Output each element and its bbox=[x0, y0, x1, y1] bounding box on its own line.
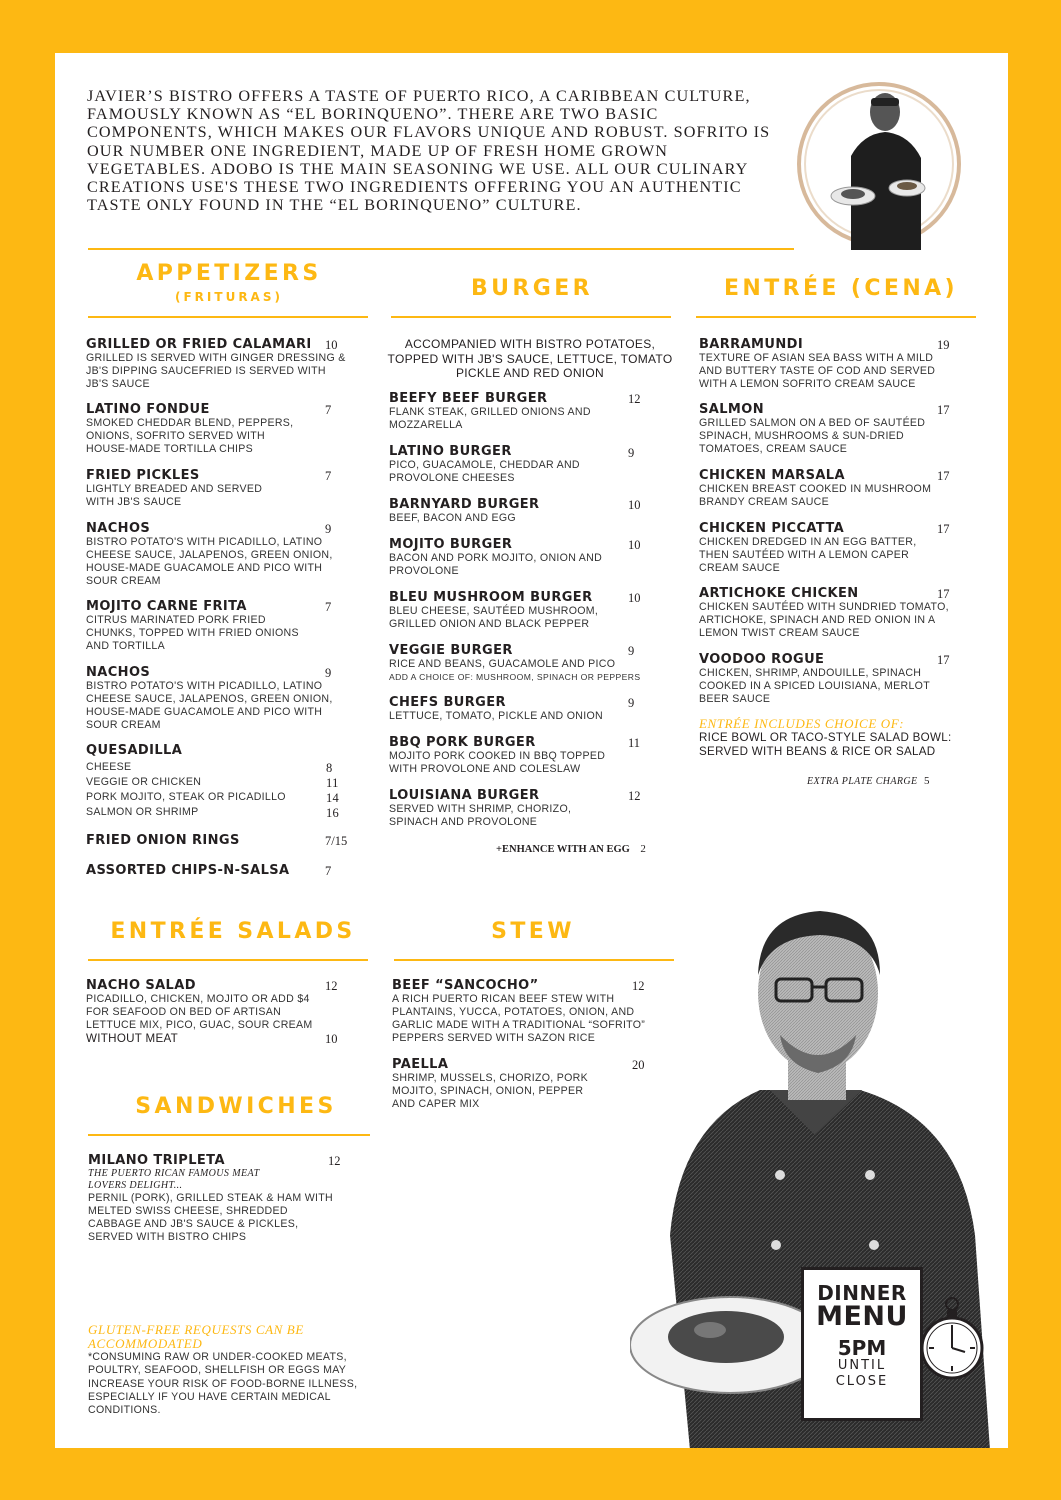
item-description: TEXTURE OF ASIAN SEA BASS WITH A MILD AND BUTTERY TASTE OF COD AND SERVED WITH A LEMON SOFRITO CREAM SAUCE bbox=[699, 352, 936, 390]
item-price: 9 bbox=[628, 696, 635, 710]
option-price: 8 bbox=[326, 761, 333, 775]
item-name: LATINO FONDUE bbox=[86, 402, 210, 417]
item-tagline: THE PUERTO RICAN FAMOUS MEAT LOVERS DELIGHT... bbox=[88, 1168, 260, 1191]
pocket-watch-icon bbox=[917, 1286, 987, 1396]
option-label: WITHOUT MEAT bbox=[86, 1032, 179, 1045]
badge-line: MENU bbox=[816, 1301, 908, 1332]
includes-title: ENTRÉE INCLUDES CHOICE OF: bbox=[699, 716, 905, 731]
badge-line: UNTIL bbox=[837, 1358, 887, 1373]
entree-title: ENTRÉE (CENA) bbox=[723, 276, 959, 301]
menu-item bbox=[389, 735, 653, 776]
menu-item bbox=[389, 391, 653, 432]
appetizers-subtitle: (FRITURAS) bbox=[175, 290, 283, 304]
item-description: PERNIL (PORK), GRILLED STEAK & HAM WITH MELTED SWISS CHEESE, SHREDDED CABBAGE AND JB'S SAUCE & PICKLES, SERVED WITH BISTRO CHIPS bbox=[88, 1192, 333, 1243]
menu-item bbox=[389, 497, 653, 525]
item-price: 10 bbox=[628, 591, 641, 605]
option-price: 16 bbox=[326, 806, 340, 820]
option-label: PORK MOJITO, STEAK OR PICADILLO bbox=[86, 791, 286, 803]
item-description: LETTUCE, TOMATO, PICKLE AND ONION bbox=[389, 710, 603, 722]
sandwiches-title: SANDWICHES bbox=[135, 1094, 337, 1119]
item-price: 12 bbox=[628, 789, 641, 803]
item-price: 12 bbox=[632, 979, 645, 993]
item-price: 12 bbox=[328, 1154, 341, 1168]
item-price: 12 bbox=[628, 392, 641, 406]
item-price: 9 bbox=[628, 446, 635, 460]
entree-includes bbox=[699, 717, 964, 758]
item-name: FRIED ONION RINGS bbox=[86, 833, 240, 848]
item-price: 7 bbox=[325, 403, 332, 417]
item-description: BACON AND PORK MOJITO, ONION AND PROVOLONE bbox=[389, 552, 603, 577]
item-name: BLEU MUSHROOM BURGER bbox=[389, 590, 593, 605]
menu-item bbox=[699, 337, 963, 391]
item-price: 9 bbox=[628, 644, 635, 658]
salads-title: ENTRÉE SALADS bbox=[110, 919, 356, 944]
menu-item bbox=[86, 337, 350, 391]
item-price: 17 bbox=[937, 587, 950, 601]
item-name: LOUISIANA BURGER bbox=[389, 788, 540, 803]
option-label: CHEESE bbox=[86, 761, 132, 773]
item-name: LATINO BURGER bbox=[389, 444, 512, 459]
menu-item bbox=[389, 643, 679, 684]
item-price: 7 bbox=[325, 864, 332, 878]
item-price: 11 bbox=[628, 736, 641, 750]
item-description: PICADILLO, CHICKEN, MOJITO OR ADD $4 FOR SEAFOOD ON BED OF ARTISAN LETTUCE MIX, PICO, GUAC, SOUR CREAM bbox=[86, 993, 313, 1031]
enhance-label: +ENHANCE WITH AN EGG bbox=[496, 844, 630, 855]
item-price: 20 bbox=[632, 1058, 645, 1072]
option-price: 14 bbox=[326, 791, 340, 805]
burger-intro: ACCOMPANIED WITH BISTRO POTATOES, TOPPED WITH JB'S SAUCE, LETTUCE, TOMATO PICKLE AND RED ONION bbox=[387, 337, 673, 380]
menu-item bbox=[392, 978, 662, 1045]
menu-item bbox=[389, 695, 653, 723]
item-price: 19 bbox=[937, 338, 950, 352]
menu-item bbox=[389, 537, 653, 578]
quesadilla-option bbox=[86, 776, 376, 791]
badge-line: DINNER bbox=[817, 1281, 907, 1305]
item-description: FLANK STEAK, GRILLED ONIONS AND MOZZARELLA bbox=[389, 406, 591, 431]
item-description: SMOKED CHEDDAR BLEND, PEPPERS, ONIONS, SOFRITO SERVED WITH HOUSE-MADE TORTILLA CHIPS bbox=[86, 417, 294, 455]
badge-line: CLOSE bbox=[835, 1374, 889, 1389]
item-description: GRILLED IS SERVED WITH GINGER DRESSING & JB'S DIPPING SAUCEFRIED IS SERVED WITH JB'S SAUCE bbox=[86, 352, 346, 390]
item-price: 17 bbox=[937, 653, 950, 667]
item-description: LIGHTLY BREADED AND SERVED WITH JB'S SAUCE bbox=[86, 483, 263, 508]
salads-divider bbox=[88, 959, 368, 961]
item-price: 9 bbox=[325, 522, 332, 536]
item-name: CHEFS BURGER bbox=[389, 695, 506, 710]
item-name: BEEF “SANCOCHO” bbox=[392, 978, 539, 993]
quesadilla-option bbox=[86, 761, 376, 776]
health-warning: *CONSUMING RAW OR UNDER-COOKED MEATS, POULTRY, SEAFOOD, SHELLFISH OR EGGS MAY INCREASE YOUR RISK OF FOOD-BORNE ILLNESS, ESPECIALLY IF YOU HAVE CERTAIN MEDICAL CONDITIONS. bbox=[88, 1351, 358, 1417]
menu-item bbox=[86, 521, 350, 588]
intro-text: JAVIER’S BISTRO OFFERS A TASTE OF PUERTO RICO, A CARIBBEAN CULTURE, FAMOUSLY KNOWN AS “EL BORINQUENO”. THERE ARE TWO BASIC COMPONENTS, WHICH MAKES OUR FLAVORS UNIQUE AND ROBUST. SOFRITO IS OUR NUMBER ONE INGREDIENT, MADE UP OF FRESH HOME GROWN VEGETABLES. ADOBO IS THE MAIN SEASONING WE USE. ALL OUR CULINARY CREATIONS USE'S THESE TWO INGREDIENTS OFFERING YOU AN AUTHENTIC TASTE ONLY FOUND IN THE “EL BORINQUENO” CULTURE. bbox=[87, 87, 771, 215]
menu-item bbox=[389, 444, 653, 485]
menu-item bbox=[389, 788, 653, 829]
menu-item bbox=[699, 402, 963, 456]
item-price: 7/15 bbox=[325, 834, 348, 848]
item-name: GRILLED OR FRIED CALAMARI bbox=[86, 337, 312, 352]
option-label: SALMON OR SHRIMP bbox=[86, 806, 199, 818]
item-name: BEEFY BEEF BURGER bbox=[389, 391, 548, 406]
item-description: BISTRO POTATO'S WITH PICADILLO, LATINO CHEESE SAUCE, JALAPENOS, GREEN ONION, HOUSE-MADE GUACAMOLE AND PICO WITH SOUR CREAM bbox=[86, 680, 333, 731]
item-price: 17 bbox=[937, 469, 950, 483]
item-description: CHICKEN SAUTÉED WITH SUNDRIED TOMATO, ARTICHOKE, SPINACH AND RED ONION IN A LEMON TWIST CREAM SAUCE bbox=[699, 601, 949, 639]
intro-divider bbox=[88, 248, 794, 250]
item-description: CHICKEN DREDGED IN AN EGG BATTER, THEN SAUTÉED WITH A LEMON CAPER CREAM SAUCE bbox=[699, 536, 917, 574]
dinner-menu-badge bbox=[801, 1267, 923, 1421]
extra-plate-label: EXTRA PLATE CHARGE bbox=[807, 776, 918, 787]
item-name: QUESADILLA bbox=[86, 743, 183, 758]
footnote bbox=[88, 1323, 368, 1417]
menu-item bbox=[86, 402, 350, 456]
includes-text: RICE BOWL OR TACO-STYLE SALAD BOWL: SERVED WITH BEANS & RICE OR SALAD bbox=[699, 731, 952, 758]
item-description: CITRUS MARINATED PORK FRIED CHUNKS, TOPPED WITH FRIED ONIONS AND TORTILLA bbox=[86, 614, 299, 652]
item-price: 10 bbox=[628, 538, 641, 552]
sandwiches-divider bbox=[88, 1134, 370, 1136]
item-price: 17 bbox=[937, 403, 950, 417]
item-price: 7 bbox=[325, 469, 332, 483]
menu-item bbox=[389, 590, 653, 631]
item-name: BARRAMUNDI bbox=[699, 337, 804, 352]
item-price: 17 bbox=[937, 522, 950, 536]
item-name: MOJITO BURGER bbox=[389, 537, 513, 552]
item-description: BLEU CHEESE, SAUTÉED MUSHROOM, GRILLED ONION AND BLACK PEPPER bbox=[389, 605, 599, 630]
option-label: VEGGIE OR CHICKEN bbox=[86, 776, 202, 788]
item-price: 10 bbox=[628, 498, 641, 512]
menu-item bbox=[86, 833, 386, 848]
item-name: NACHO SALAD bbox=[86, 978, 196, 993]
menu-item bbox=[86, 468, 350, 509]
item-name: BBQ PORK BURGER bbox=[389, 735, 536, 750]
menu-page bbox=[55, 53, 1008, 1448]
appetizers-title: APPETIZERS bbox=[136, 261, 322, 286]
item-name: VOODOO ROGUE bbox=[699, 652, 825, 667]
menu-item bbox=[86, 978, 376, 1032]
option-price: 10 bbox=[325, 1032, 338, 1046]
menu-item bbox=[699, 652, 963, 706]
entree-divider bbox=[696, 316, 976, 318]
menu-item bbox=[86, 863, 386, 878]
menu-item bbox=[699, 521, 963, 575]
quesadilla-item bbox=[86, 743, 376, 821]
enhance-price: 2 bbox=[640, 843, 646, 855]
item-name: CHICKEN PICCATTA bbox=[699, 521, 845, 536]
item-name: PAELLA bbox=[392, 1057, 449, 1072]
item-price: 10 bbox=[325, 338, 338, 352]
gluten-free-note: GLUTEN-FREE REQUESTS CAN BE ACCOMMODATED bbox=[88, 1322, 304, 1351]
item-description: RICE AND BEANS, GUACAMOLE AND PICO bbox=[389, 658, 616, 670]
item-name: ASSORTED CHIPS-N-SALSA bbox=[86, 863, 290, 878]
item-description: SHRIMP, MUSSELS, CHORIZO, PORK MOJITO, SPINACH, ONION, PEPPER AND CAPER MIX bbox=[392, 1072, 588, 1110]
item-description: BEEF, BACON AND EGG bbox=[389, 512, 516, 524]
item-name: NACHOS bbox=[86, 665, 151, 680]
quesadilla-option bbox=[86, 791, 376, 806]
item-description: GRILLED SALMON ON A BED OF SAUTÉED SPINACH, MUSHROOMS & SUN-DRIED TOMATOES, CREAM SAUCE bbox=[699, 417, 926, 455]
burger-divider bbox=[391, 316, 671, 318]
item-description: CHICKEN BREAST COOKED IN MUSHROOM BRANDY CREAM SAUCE bbox=[699, 483, 932, 508]
item-description: MOJITO PORK COOKED IN BBQ TOPPED WITH PROVOLONE AND COLESLAW bbox=[389, 750, 606, 775]
stew-title: STEW bbox=[491, 919, 575, 944]
menu-item bbox=[699, 586, 963, 640]
menu-item bbox=[392, 1057, 662, 1111]
item-description: A RICH PUERTO RICAN BEEF STEW WITH PLANTAINS, YUCCA, POTATOES, ONION, AND GARLIC MADE WITH A TRADITIONAL “SOFRITO” PEPPERS SERVED WITH SAZON RICE bbox=[392, 993, 646, 1044]
extra-plate-note bbox=[807, 771, 957, 789]
option-price: 11 bbox=[326, 776, 339, 790]
item-price: 9 bbox=[325, 666, 332, 680]
item-price: 7 bbox=[325, 600, 332, 614]
item-name: ARTICHOKE CHICKEN bbox=[699, 586, 859, 601]
menu-item bbox=[86, 665, 350, 732]
item-price: 12 bbox=[325, 979, 338, 993]
item-name: MOJITO CARNE FRITA bbox=[86, 599, 247, 614]
extra-plate-price: 5 bbox=[923, 775, 930, 787]
item-name: CHICKEN MARSALA bbox=[699, 468, 845, 483]
item-name: NACHOS bbox=[86, 521, 151, 536]
badge-line: 5PM bbox=[837, 1336, 887, 1360]
appetizers-divider bbox=[88, 316, 368, 318]
menu-item bbox=[86, 599, 350, 653]
item-name: FRIED PICKLES bbox=[86, 468, 200, 483]
item-description: CHICKEN, SHRIMP, ANDOUILLE, SPINACH COOKED IN A SPICED LOUISIANA, MERLOT BEER SAUCE bbox=[699, 667, 930, 705]
burger-title: BURGER bbox=[471, 276, 593, 301]
item-name: MILANO TRIPLETA bbox=[88, 1153, 225, 1168]
without-meat-option bbox=[86, 1032, 376, 1045]
menu-item bbox=[699, 468, 963, 509]
item-addon: ADD A CHOICE OF: MUSHROOM, SPINACH OR PEPPERS bbox=[389, 672, 641, 682]
item-name: BARNYARD BURGER bbox=[389, 497, 540, 512]
quesadilla-option bbox=[86, 806, 376, 821]
item-description: BISTRO POTATO'S WITH PICADILLO, LATINO CHEESE SAUCE, JALAPENOS, GREEN ONION, HOUSE-MADE GUACAMOLE AND PICO WITH SOUR CREAM bbox=[86, 536, 333, 587]
item-name: SALMON bbox=[699, 402, 764, 417]
chef-portrait-small bbox=[793, 78, 965, 250]
enhance-note bbox=[496, 839, 656, 857]
item-description: SERVED WITH SHRIMP, CHORIZO, SPINACH AND PROVOLONE bbox=[389, 803, 572, 828]
menu-item bbox=[88, 1153, 378, 1244]
item-name: VEGGIE BURGER bbox=[389, 643, 513, 658]
item-description: PICO, GUACAMOLE, CHEDDAR AND PROVOLONE CHEESES bbox=[389, 459, 580, 484]
